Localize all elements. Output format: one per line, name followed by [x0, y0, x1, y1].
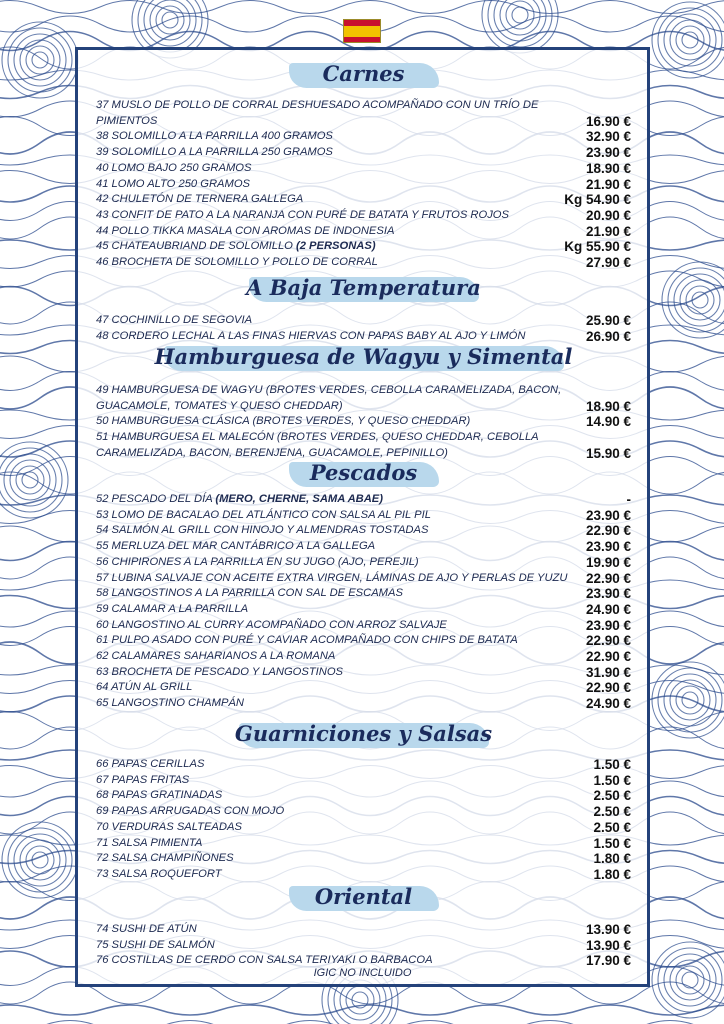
- menu-item: 56 CHIPIRONES A LA PARRILLA EN SU JUGO (AJO, PEREJIL) 19.90 €: [96, 554, 631, 570]
- section-oriental: [96, 883, 631, 969]
- menu-item: 58 LANGOSTINOS A LA PARRILLA CON SAL DE ESCAMAS 23.90 €: [96, 586, 631, 602]
- menu-item: 53 LOMO DE BACALAO DEL ATLÁNTICO CON SALSA AL PIL PIL 23.90 €: [96, 507, 631, 523]
- menu-item: 51 HAMBURGUESA EL MALECÓN (BROTES VERDES, QUESO CHEDDAR, CEBOLLA CARAMELIZADA, BACON, BERENJENA, GUACAMOLE, PEPINILLO) 15.90 €: [96, 431, 631, 461]
- menu-item: 76 COSTILLAS DE CERDO CON SALSA TERIYAKI O BARBACOA 17.90 €: [96, 953, 631, 969]
- menu-item: 67 PAPAS FRITAS 1.50 €: [96, 772, 631, 788]
- menu-item: 57 LUBINA SALVAJE CON ACEITE EXTRA VIRGEN, LÁMINAS DE AJO Y PERLAS DE YUZU 22.90 €: [96, 570, 631, 586]
- menu-item: 74 SUSHI DE ATÚN 13.90 €: [96, 922, 631, 937]
- menu-item: 73 SALSA ROQUEFORT 1.80 €: [96, 866, 631, 882]
- menu-item: 65 LANGOSTINO CHAMPÁN 24.90 €: [96, 696, 631, 712]
- menu-item: 41 LOMO ALTO 250 GRAMOS 21.90 €: [96, 176, 631, 192]
- menu-item: 44 POLLO TIKKA MASALA CON AROMAS DE INDONESIA 21.90 €: [96, 223, 631, 239]
- menu-item: 59 CALAMAR A LA PARRILLA 24.90 €: [96, 601, 631, 617]
- section-title: Pescados: [96, 459, 631, 489]
- tax-note: IGIC NO INCLUIDO: [313, 967, 412, 979]
- menu-item: 54 SALMÓN AL GRILL CON HINOJO Y ALMENDRAS TOSTADAS 22.90 €: [96, 523, 631, 539]
- menu-item: 64 ATÚN AL GRILL 22.90 €: [96, 680, 631, 696]
- menu-item: 37 MUSLO DE POLLO DE CORRAL DESHUESADO ACOMPAÑADO CON UN TRÍO DE PIMIENTOS 16.90 €: [96, 99, 631, 129]
- section-title: A Baja Temperatura: [246, 275, 481, 300]
- spain-flag-icon: [343, 19, 381, 43]
- menu-item: 50 HAMBURGUESA CLÁSICA (BROTES VERDES, Y QUESO CHEDDAR) 14.90 €: [96, 414, 631, 430]
- menu-item: 68 PAPAS GRATINADAS 2.50 €: [96, 788, 631, 804]
- menu-item: 63 BROCHETA DE PESCADO Y LANGOSTINOS 31.90 €: [96, 664, 631, 680]
- menu-item: 72 SALSA CHAMPIÑONES 1.80 €: [96, 851, 631, 867]
- menu-item: 69 PAPAS ARRUGADAS CON MOJO 2.50 €: [96, 804, 631, 820]
- section-title: Hamburguesa de Wagyu y Simental: [154, 344, 573, 369]
- menu-item: 66 PAPAS CERILLAS 1.50 €: [96, 757, 631, 772]
- menu-item: 75 SUSHI DE SALMÓN 13.90 €: [96, 937, 631, 953]
- section-pescados: [96, 459, 631, 712]
- section-carnes: [96, 60, 631, 271]
- menu-item: 38 SOLOMILLO A LA PARRILLA 400 GRAMOS 32.90 €: [96, 129, 631, 145]
- menu-item: 55 MERLUZA DEL MAR CANTÁBRICO A LA GALLEGA 23.90 €: [96, 539, 631, 555]
- menu-item: 49 HAMBURGUESA DE WAGYU (BROTES VERDES, CEBOLLA CARAMELIZADA, BACON, GUACAMOLE, TOMATES Y QUESO CHEDDAR) 18.90 €: [96, 384, 631, 414]
- menu-item: 46 BROCHETA DE SOLOMILLO Y POLLO DE CORRAL 27.90 €: [96, 255, 631, 271]
- menu-panel: [75, 47, 650, 987]
- menu-item: 48 CORDERO LECHAL A LAS FINAS HIERVAS CON PAPAS BABY AL AJO Y LIMÓN 26.90 €: [96, 328, 631, 344]
- menu-item: 71 SALSA PIMIENTA 1.50 €: [96, 835, 631, 851]
- section-guarniciones: [96, 720, 631, 883]
- menu-item: 40 LOMO BAJO 250 GRAMOS 18.90 €: [96, 160, 631, 176]
- section-title: Guarniciones y Salsas: [234, 721, 493, 746]
- section-baja-temperatura: [96, 274, 631, 344]
- menu-item: 47 COCHINILLO DE SEGOVIA 25.90 €: [96, 313, 631, 328]
- menu-item: 42 CHULETÓN DE TERNERA GALLEGA Kg 54.90 €: [96, 192, 631, 208]
- menu-item: 70 VERDURAS SALTEADAS 2.50 €: [96, 819, 631, 835]
- menu-item: 43 CONFIT DE PATO A LA NARANJA CON PURÉ DE BATATA Y FRUTOS ROJOS 20.90 €: [96, 207, 631, 223]
- menu-item: 45 CHATEAUBRIAND DE SOLOMILLO (2 PERSONAS) Kg 55.90 €: [96, 239, 631, 255]
- menu-item: 52 PESCADO DEL DÍA (MERO, CHERNE, SAMA ABAE) -: [96, 492, 631, 507]
- menu-item: 39 SOLOMILLO A LA PARRILLA 250 GRAMOS 23.90 €: [96, 145, 631, 161]
- section-title: Carnes: [96, 60, 631, 90]
- section-title: Oriental: [96, 883, 631, 913]
- menu-item: 62 CALAMARES SAHARIANOS A LA ROMANA 22.90 €: [96, 649, 631, 665]
- section-hamburguesa: [96, 343, 631, 462]
- menu-item: 61 PULPO ASADO CON PURÉ Y CAVIAR ACOMPAÑADO CON CHIPS DE BATATA 22.90 €: [96, 633, 631, 649]
- menu-item: 60 LANGOSTINO AL CURRY ACOMPAÑADO CON ARROZ SALVAJE 23.90 €: [96, 617, 631, 633]
